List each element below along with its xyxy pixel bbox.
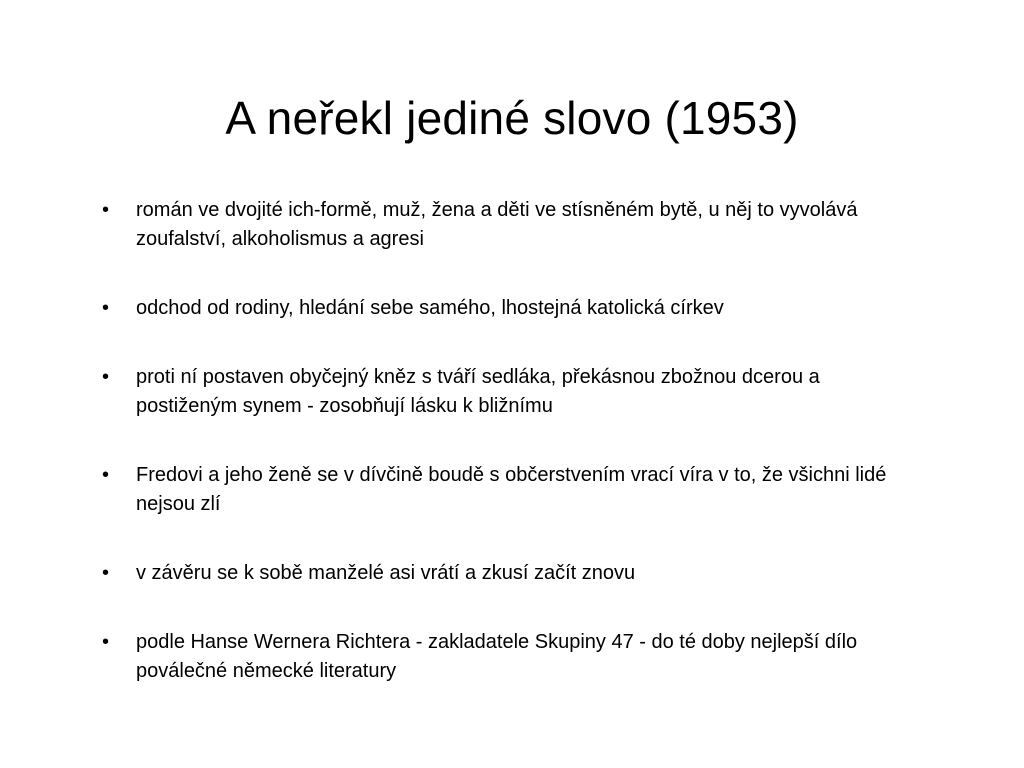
bullet-dot-icon: • <box>102 631 110 653</box>
bullet-dot-icon: • <box>102 366 110 388</box>
bullet-dot-icon: • <box>102 199 110 221</box>
bullet-text: Fredovi a jeho ženě se v dívčině boudě s občerstvením vrací víra v to, že všichni lidé nejsou zlí <box>136 464 887 515</box>
bullet-item <box>100 363 920 421</box>
bullet-text: odchod od rodiny, hledání sebe samého, lhostejná katolická církev <box>136 297 724 319</box>
bullet-text: proti ní postaven obyčejný kněz s tváří sedláka, překásnou zbožnou dcerou a postiženým synem - zosobňují lásku k bližnímu <box>136 366 820 417</box>
bullet-dot-icon: • <box>102 562 110 584</box>
bullet-text: v závěru se k sobě manželé asi vrátí a zkusí začít znovu <box>136 562 636 584</box>
bullet-item <box>100 196 920 254</box>
bullet-dot-icon: • <box>102 464 110 486</box>
bullet-item <box>100 461 920 519</box>
bullet-item <box>100 628 920 686</box>
bullet-list <box>100 196 920 726</box>
bullet-text: podle Hanse Wernera Richtera - zakladatele Skupiny 47 - do té doby nejlepší dílo poválečné německé literatury <box>136 631 858 682</box>
bullet-item <box>100 559 920 588</box>
bullet-text: román ve dvojité ich-formě, muž, žena a děti ve stísněném bytě, u něj to vyvolává zoufalství, alkoholismus a agresi <box>136 199 858 250</box>
slide-title: A neřekl jediné slovo (1953) <box>225 92 799 144</box>
bullet-dot-icon: • <box>102 297 110 319</box>
bullet-item <box>100 294 920 323</box>
